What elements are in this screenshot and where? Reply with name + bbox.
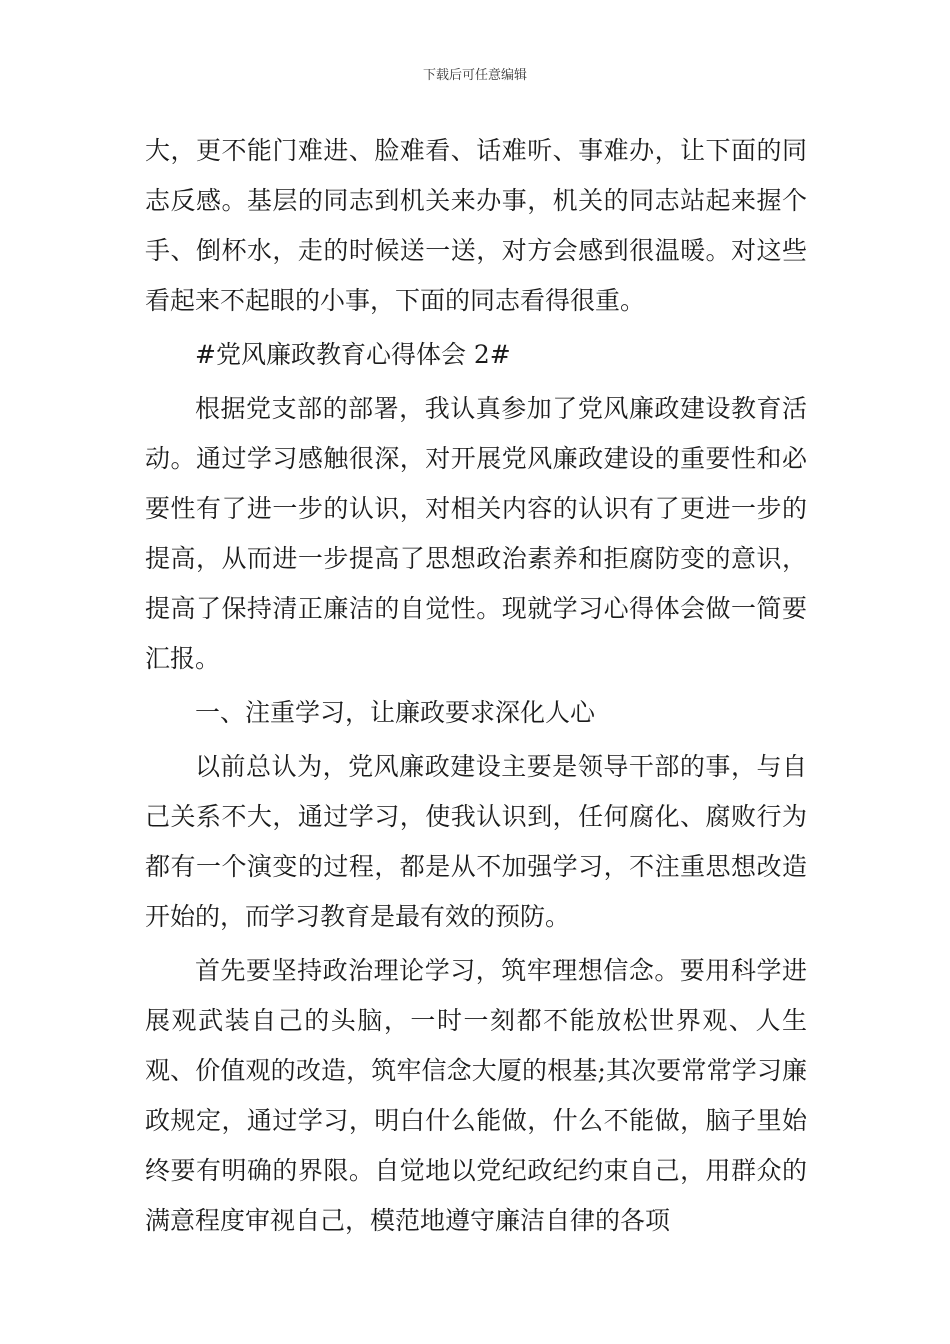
section-title: #党风廉政教育心得体会 2# — [195, 340, 511, 369]
paragraph-study: 以前总认为，党风廉政建设主要是领导干部的事，与自己关系不大，通过学习，使我认识到，任何腐化、腐败行为都有一个演变的过程，都是从不加强学习，不注重思想改造开始的，而学习教育是最有效的预防。 — [145, 752, 807, 931]
paragraph-intro: 根据党支部的部署，我认真参加了党风廉政建设教育活动。通过学习感触很深，对开展党风廉政建设的重要性和必要性有了进一步的认识，对相关内容的认识有了更进一步的提高，从而进一步提高了思想政治素养和拒腐防变的意识，提高了保持清正廉洁的自觉性。现就学习心得体会做一简要汇报。 — [145, 394, 807, 673]
document-body — [145, 126, 807, 1250]
page-header-note: 下载后可任意编辑 — [422, 68, 527, 83]
paragraph-continuation: 大，更不能门难进、脸难看、话难听、事难办，让下面的同志反感。基层的同志到机关来办事，机关的同志站起来握个手、倒杯水，走的时候送一送，对方会感到很温暖。对这些看起来不起眼的小事，下面的同志看得很重。 — [145, 136, 807, 315]
subheading-one: 一、注重学习，让廉政要求深化人心 — [195, 698, 596, 727]
paragraph-theory: 首先要坚持政治理论学习，筑牢理想信念。要用科学进展观武装自己的头脑，一时一刻都不能放松世界观、人生观、价值观的改造，筑牢信念大厦的根基;其次要常常学习廉政规定，通过学习，明白什么能做，什么不能做，脑子里始终要有明确的界限。自觉地以党纪政纪约束自己，用群众的满意程度审视自己，模范地遵守廉洁自律的各项 — [145, 956, 807, 1235]
